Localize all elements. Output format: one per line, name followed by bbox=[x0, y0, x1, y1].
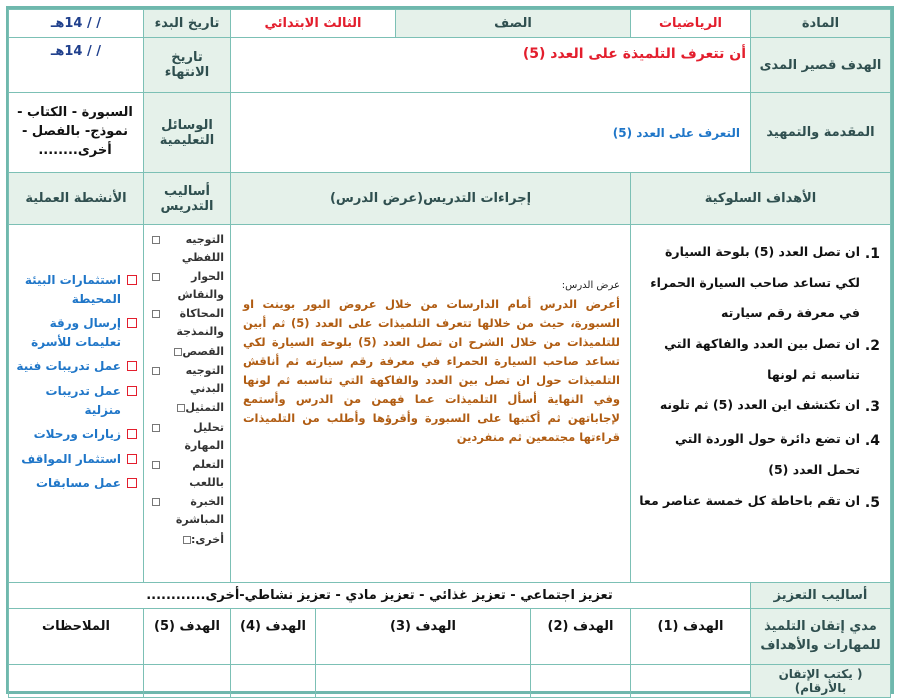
methods-list bbox=[148, 231, 224, 548]
class-label: الصف bbox=[395, 10, 630, 38]
method-checkbox[interactable] bbox=[152, 273, 160, 281]
method-item bbox=[148, 531, 224, 549]
method-label: التعلم باللعب bbox=[189, 458, 224, 489]
method-item bbox=[148, 362, 224, 397]
presentation-label: عرض الدرس: bbox=[561, 280, 620, 291]
method-checkbox[interactable] bbox=[174, 348, 182, 356]
method-item bbox=[148, 419, 224, 454]
presentation-cell bbox=[230, 225, 630, 583]
objective-text: ان تصل العدد (5) بلوحة السيارة لكي تساعد صاحب السيارة الحمراء في معرفة رقم سيارته bbox=[650, 244, 860, 321]
goal-1-input[interactable] bbox=[631, 665, 751, 698]
objective-number: 4. bbox=[864, 433, 880, 450]
activity-checkbox[interactable] bbox=[127, 386, 137, 396]
start-date-label: تاريخ البدء bbox=[143, 10, 230, 38]
method-label: أخرى: bbox=[190, 532, 224, 546]
method-checkbox[interactable] bbox=[152, 461, 160, 469]
teaching-aids-label: الوسائل التعليمية bbox=[143, 93, 230, 173]
activity-label: عمل تدريبات منزلية bbox=[45, 383, 121, 417]
activity-item bbox=[13, 271, 137, 308]
goal-5-input[interactable] bbox=[143, 665, 230, 698]
objective-number: 1. bbox=[864, 246, 880, 262]
objectives-list bbox=[639, 237, 880, 520]
short-term-goal-value: أن تتعرف التلميذة على العدد (5) bbox=[230, 38, 750, 93]
goal-2-input[interactable] bbox=[531, 665, 631, 698]
objectives-header: الأهداف السلوكية bbox=[631, 173, 891, 225]
activities-list bbox=[13, 271, 137, 493]
activity-checkbox[interactable] bbox=[127, 361, 137, 371]
activity-checkbox[interactable] bbox=[127, 429, 137, 439]
class-value: الثالث الابتدائي bbox=[230, 10, 395, 38]
activity-checkbox[interactable] bbox=[127, 454, 137, 464]
notes-header: الملاحظات bbox=[8, 609, 143, 665]
method-item bbox=[148, 343, 224, 361]
activity-item bbox=[13, 474, 137, 493]
objectives-cell bbox=[631, 225, 891, 583]
lesson-plan-table bbox=[8, 9, 891, 698]
introduction-label: المقدمة والتمهيد bbox=[751, 93, 891, 173]
activity-item bbox=[13, 314, 137, 351]
reinforcement-value: تعزيز اجتماعي - تعزيز غذائي - تعزيز مادي - تعزيز نشاطي-أخرى............ bbox=[8, 583, 750, 609]
reinforcement-label: أساليب التعزيز bbox=[751, 583, 891, 609]
start-date-value: / / 14هـ bbox=[8, 10, 143, 38]
short-term-goal-label: الهدف قصير المدى bbox=[751, 38, 891, 93]
activity-label: إرسال ورقة تعليمات للأسرة bbox=[31, 316, 121, 349]
objective-number: 5. bbox=[864, 494, 880, 511]
methods-cell bbox=[143, 225, 230, 583]
goal-1-header: الهدف (1) bbox=[631, 609, 751, 665]
goal-3-input[interactable] bbox=[315, 665, 530, 698]
method-label: التوجيه البدني bbox=[185, 364, 224, 395]
end-date-value: / / 14هـ bbox=[8, 38, 143, 93]
method-checkbox[interactable] bbox=[183, 536, 191, 544]
objective-item bbox=[639, 237, 880, 329]
method-checkbox[interactable] bbox=[152, 310, 160, 318]
presentation-body: أعرض الدرس أمام الدارسات من خلال عروض البور بوينت او السبورة، حيث من خلالها تتعرف التلميذات على العدد (5) ثم أبين للتلميذات من خلال الشرح ان تصل العدد (5) بلوحة السيارة لكي تساعد صاحب السيارة الحمراء في معرفة رقم سيارته ثم أناقش التلميذات حول ان تصل بين العدد والفاكهة التي تناسبه ثم لونها وفي النهاية أسأل التلميذات عما فهمن من الدرس وأستمع لإجاباتهن ثم أكتبها على السبورة وأقرؤها وأطلب من التلميذات قراءتها مجتمعين ثم منفردين bbox=[242, 297, 621, 444]
activity-checkbox[interactable] bbox=[127, 478, 137, 488]
goal-5-header: الهدف (5) bbox=[143, 609, 230, 665]
activity-checkbox[interactable] bbox=[127, 275, 137, 285]
method-checkbox[interactable] bbox=[152, 424, 160, 432]
objective-item bbox=[639, 486, 880, 520]
method-label: التمثيل bbox=[185, 401, 224, 415]
procedures-header: إجراءات التدريس(عرض الدرس) bbox=[230, 173, 630, 225]
method-item bbox=[148, 493, 224, 528]
activity-item bbox=[13, 425, 137, 444]
objective-number: 2. bbox=[864, 337, 880, 354]
activity-label: استثمارات البيئة المحيطة bbox=[24, 273, 121, 306]
method-checkbox[interactable] bbox=[152, 367, 160, 375]
activity-label: زيارات ورحلات bbox=[33, 427, 121, 442]
introduction-value: التعرف على العدد (5) bbox=[230, 93, 750, 173]
method-item bbox=[148, 231, 224, 266]
method-checkbox[interactable] bbox=[152, 236, 160, 244]
method-label: المحاكاة والنمذجة bbox=[176, 307, 224, 338]
mastery-label: مدي إتقان التلميذ للمهارات والأهداف bbox=[751, 609, 891, 665]
objective-item bbox=[639, 424, 880, 485]
activity-item bbox=[13, 357, 137, 376]
method-checkbox[interactable] bbox=[177, 404, 185, 412]
activity-label: عمل مسابقات bbox=[36, 476, 121, 491]
activity-item bbox=[13, 450, 137, 469]
method-item bbox=[148, 268, 224, 303]
activity-label: عمل تدريبات فنية bbox=[16, 359, 121, 374]
activity-label: استثمار المواقف bbox=[21, 451, 121, 466]
objective-text: ان تصل بين العدد والفاكهة التي تناسبه ثم لونها bbox=[664, 335, 860, 382]
objective-text: ان تضع دائرة حول الوردة التي تحمل العدد (5) bbox=[674, 431, 860, 478]
subject-label: المادة bbox=[751, 10, 891, 38]
method-label: التوجيه اللفظي bbox=[181, 233, 224, 264]
objective-text: ان تقم باحاطة كل خمسة عناصر معا bbox=[639, 492, 860, 508]
lesson-plan-sheet bbox=[6, 6, 894, 694]
mastery-footer-note: ( يكتب الإتقان بالأرقام) bbox=[751, 665, 891, 698]
method-label: الحوار والنقاش bbox=[177, 270, 224, 301]
method-label: تحليل المهارة bbox=[184, 420, 224, 452]
end-date-label: تاريخ الانتهاء bbox=[143, 38, 230, 93]
goal-3-header: الهدف (3) bbox=[315, 609, 530, 665]
objective-number: 3. bbox=[864, 399, 880, 416]
teaching-aids-value: السبورة - الكتاب - نموذج- بالفصل - أخرى........ bbox=[8, 93, 143, 173]
activities-header: الأنشطة العملية bbox=[8, 173, 143, 225]
method-label: القصص bbox=[182, 344, 224, 358]
method-item bbox=[148, 305, 224, 340]
method-item bbox=[148, 456, 224, 491]
notes-input[interactable] bbox=[8, 665, 143, 698]
objective-item bbox=[639, 390, 880, 424]
goal-4-input[interactable] bbox=[230, 665, 315, 698]
method-checkbox[interactable] bbox=[152, 498, 160, 506]
activities-cell bbox=[8, 225, 143, 583]
activity-checkbox[interactable] bbox=[127, 318, 137, 328]
objective-item bbox=[639, 329, 880, 390]
goal-4-header: الهدف (4) bbox=[230, 609, 315, 665]
goal-2-header: الهدف (2) bbox=[531, 609, 631, 665]
objective-text: ان تكتشف اين العدد (5) ثم تلونه bbox=[659, 397, 860, 413]
method-item bbox=[148, 399, 224, 417]
methods-header: أساليب التدريس bbox=[143, 173, 230, 225]
activity-item bbox=[13, 382, 137, 419]
method-label: الخبرة المباشرة bbox=[175, 495, 224, 526]
subject-value: الرياضيات bbox=[631, 10, 751, 38]
